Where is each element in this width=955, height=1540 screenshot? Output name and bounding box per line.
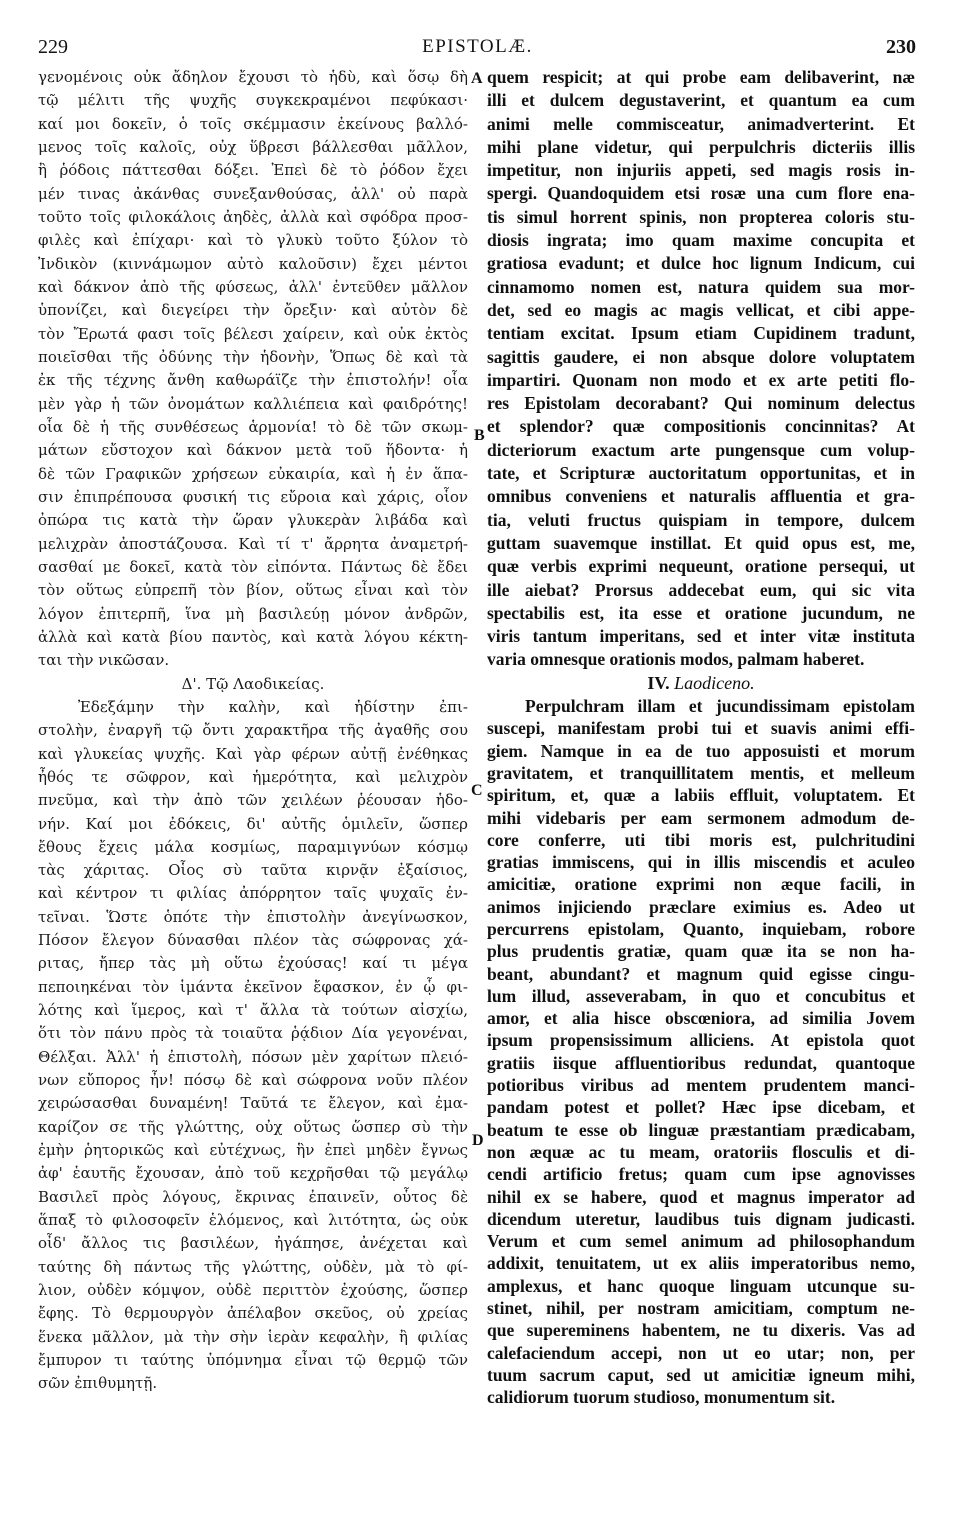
greek-text-column <box>38 66 468 1396</box>
greek-text-line <box>38 183 468 206</box>
greek-line-text: καρίζον σε τῆς γλώττης, οὐχ οὕτως ὥσπερ σὺ τὴν <box>38 1117 468 1136</box>
greek-line-text: ἅπαξ τὸ φιλοσοφεῖν ἑλόμενος, καὶ λιτότητα, ὡς οὐκ <box>38 1211 468 1230</box>
greek-line-text: μέν τινας ἀκάνθας συνεξανθούσας, ἀλλ' οὐ παρὰ <box>38 184 468 203</box>
greek-text-line <box>38 603 468 626</box>
latin-line-text: potioribus viribus ad mentem prudentem manci- <box>487 1075 915 1096</box>
greek-text-line <box>38 766 468 789</box>
latin-text-line <box>487 1342 915 1364</box>
greek-text-line <box>38 999 468 1022</box>
greek-line-text: νήν. Καί μοι ἐδόκεις, δι' αὐτῆς ὁμιλεῖν, ὥσπερ <box>38 814 468 833</box>
greek-line-text: στολὴν, ἐναργῆ τῷ ὄντι χαρακτῆρα τῆς ἀγαθῆς σου <box>38 721 468 740</box>
latin-line-text: beatum te esse ob linguæ præstantiam prædicabam, <box>487 1119 915 1140</box>
margin-letter-a: A <box>471 70 483 87</box>
latin-text-line <box>487 648 915 671</box>
greek-line-text: τῷ μέλιτι τῆς ψυχῆς συγκεκραμένοι πεφύκασι· <box>38 91 468 110</box>
latin-line-text: omnibus conveniens et naturalis affluentia et gra- <box>487 486 915 507</box>
greek-line-text: πεποιηκέναι τὸν ἱμάντα ἐκεῖνον ἔφασκον, ἐν ᾧ φι- <box>38 977 468 996</box>
latin-line-text: mihi plane videtur, qui perpulchris dicteriis illis <box>487 136 915 157</box>
latin-letter-heading <box>487 672 915 695</box>
greek-text-line <box>38 1046 468 1069</box>
latin-line-text: gratias immiscens, qui in illis miscendis et aculeo <box>487 852 915 873</box>
latin-text-line <box>487 851 915 873</box>
greek-text-line <box>38 1302 468 1325</box>
greek-line-text: λότης καὶ ἵμερος, καὶ τ' ἄλλα τὰ τούτων αἰσχίω, <box>38 1001 468 1020</box>
greek-line-text: σιν ἐπιπρέπουσα φυσική τις εὔροια καὶ χάρις, οἷον <box>38 487 468 506</box>
greek-line-text: τὸν οὕτως εὐπρεπῆ τὸν βίον, οὕτως εἶναι καὶ τὸν <box>38 581 468 600</box>
latin-line-text: tia, veluti fructus quispiam in tempore, dulcem <box>487 509 915 530</box>
latin-line-text: calefaciendum accepi, non ut eo utar; non, per <box>487 1342 915 1363</box>
latin-text-line <box>487 784 915 806</box>
latin-line-text: spiritum, et, quæ a labiis effluit, voluptatem. Et <box>487 785 915 806</box>
latin-text-line <box>487 182 915 205</box>
latin-text-line <box>487 1141 915 1163</box>
latin-text-line <box>487 985 915 1007</box>
latin-text-line <box>487 555 915 578</box>
latin-line-text: diosis ingrata; imo quam maxime concupita et <box>487 230 915 251</box>
greek-text-line <box>38 556 468 579</box>
greek-text-line <box>38 579 468 602</box>
latin-line-text: tentiam excitat. Ipsum etiam Cupidinem tradunt, <box>487 323 915 344</box>
greek-line-text: ὅτι τὸν πάνυ πρὸς τὰ τοιαῦτα ῥᾴδιον Δία γεγονέναι, <box>38 1024 468 1043</box>
greek-text-line <box>38 463 468 486</box>
latin-text-line <box>487 276 915 299</box>
greek-line-text: δὲ τῶν Γραφικῶν χρήσεων εὐκαιρία, καὶ ἡ ἐν ἅπα- <box>38 464 468 483</box>
latin-line-text: cinnamomo nomen est, natura quidem sua mor- <box>487 276 915 297</box>
greek-line-text: Θέλξαι. Ἀλλ' ἡ ἐπιστολὴ, πόσων μὲν χαρίτων πλειό- <box>38 1047 468 1066</box>
latin-text-line <box>487 1163 915 1185</box>
greek-line-text: Πόσον ἔλεγον δύνασθαι πλέον τὰς σώφρονας χά- <box>38 931 468 950</box>
latin-line-text: ille aiebat? Prorsus addecebat eum, qui sic vita <box>487 579 915 600</box>
greek-text-line <box>38 276 468 299</box>
greek-text-line <box>38 416 468 439</box>
latin-text-line <box>487 1386 915 1408</box>
latin-text-line <box>487 1119 915 1141</box>
latin-line-text: tuum sacrum caput, sed ut amicitiæ igneum mihi, <box>487 1364 915 1385</box>
latin-line-text: spectabilis est, ita esse et oratione jucundum, ne <box>487 602 915 623</box>
latin-text-line <box>487 299 915 322</box>
latin-line-text: core conferre, uti tibi moris est, pulchritudini <box>487 829 915 850</box>
greek-line-text: ἀλλὰ καὶ κατὰ βίου παντὸς, καὶ κατὰ λόγου κέκτη- <box>38 627 468 646</box>
greek-text-line <box>38 136 468 159</box>
latin-letter-recipient: Laodiceno. <box>674 672 755 693</box>
latin-text-line <box>487 579 915 602</box>
greek-text-line <box>38 1209 468 1232</box>
greek-text-line <box>38 369 468 392</box>
latin-text-line <box>487 206 915 229</box>
greek-line-text: ἐκ τῆς τέχνης ἄνθη καθωράϊζε τὴν ἐπιστολήν! οἷα <box>38 371 468 390</box>
greek-line-text: ἀφ' ἑαυτῆς ἔχουσαν, ἀπὸ τοῦ κεχρῆσθαι τῷ μεγάλῳ <box>38 1164 468 1183</box>
greek-line-text: οἶδ' ἄλλος τις βασιλέων, ἠγάπησε, ἀνέχεται καὶ <box>38 1234 468 1253</box>
greek-line-text: ἔθους ἔχεις μάλα κοσμίως, παραμιγνύων κόσμῳ <box>38 837 468 856</box>
greek-line-text: γενομένοις οὐκ ἄδηλον ἔχουσι τὸ ἡδὺ, καὶ ὅσῳ δὴ <box>38 68 468 86</box>
latin-text-line <box>487 1319 915 1341</box>
latin-line-text: non æquæ ac tu meam, oratoriis flosculis et di- <box>487 1141 915 1162</box>
greek-text-line <box>38 719 468 742</box>
greek-line-text: τοῦτο τοῖς φιλοκάλοις ἀηδὲς, ἀλλὰ καὶ σφόδρα προσ- <box>38 207 468 226</box>
margin-letter-b: B <box>474 427 485 444</box>
latin-line-text: illi et dulcem degustaverint, et quantum ea cum <box>487 90 915 111</box>
latin-text-line <box>487 963 915 985</box>
latin-line-text: giem. Namque in ea de tuo apposuisti et morum <box>487 740 915 761</box>
latin-line-text: quem respicit; at qui probe eam delibaverint, næ <box>487 67 915 87</box>
latin-paragraph <box>487 695 915 1409</box>
greek-text-line <box>38 1139 468 1162</box>
latin-line-text: addixit, tenuitatem, ut ex aliis imperatoribus nemo, <box>487 1253 915 1274</box>
latin-line-text: animi melle commisceatur, animadverterint. Et <box>487 113 915 134</box>
greek-line-text: καὶ κέντρον τι φιλίας ἀπόρρητον ταῖς ψυχαῖς ἐν- <box>38 884 468 903</box>
greek-text-line <box>38 836 468 859</box>
latin-text-line <box>487 1252 915 1274</box>
latin-line-text: ipsum propensissimum alliciens. At epistola quot <box>487 1030 915 1051</box>
latin-text-line <box>487 625 915 648</box>
greek-text-line <box>38 89 468 112</box>
latin-line-text: percurrens epistolam, Quanto, inquiebam, robore <box>487 918 915 939</box>
latin-text-line <box>487 1052 915 1074</box>
greek-line-text: ἔμπυρον τι ταύτης ὑπόμνημα εἶναι τῷ θερμῷ τῶν <box>38 1351 468 1370</box>
latin-text-line <box>487 717 915 739</box>
greek-line-text: ὑπονίζει, καὶ διεγείρει τὴν ὄρεξιν· καὶ αὐτὸν δὲ <box>38 301 468 320</box>
latin-text-line <box>487 896 915 918</box>
greek-line-text: ἕνεκα μᾶλλον, μὰ τὴν σὴν ἱερὰν κεφαλὴν, ἢ φιλίας <box>38 1327 468 1346</box>
greek-text-line <box>38 1279 468 1302</box>
greek-line-text: σῶν ἐπιθυμητῇ. <box>38 1374 158 1393</box>
latin-line-text: impetitur, non injuriis appeti, sed magis rosis in- <box>487 160 915 181</box>
latin-line-text: det, sed eo magis ac magis vellicat, et cibi appe- <box>487 299 915 320</box>
latin-line-text: impartiri. Quonam non modo et ex arte petiti flo- <box>487 369 915 390</box>
greek-text-line <box>38 1256 468 1279</box>
greek-line-text: ποιεῖσθαι τῆς ὀδύνης τὴν ἡδονὴν, Ὅπως δὲ καὶ τὰ <box>38 347 468 366</box>
latin-line-text: res Epistolam decorabant? Qui nominum delectus <box>487 393 915 414</box>
latin-line-text: stinet, nihil, per nostram amicitiam, comptum ne- <box>487 1298 915 1319</box>
latin-text-line <box>487 89 915 112</box>
latin-line-text: gravitatem, et tranquillitatem mentis, et melleum <box>487 762 915 783</box>
greek-text-line <box>38 299 468 322</box>
greek-text-line <box>38 1326 468 1349</box>
latin-text-line <box>487 1275 915 1297</box>
greek-line-text: νων εὔπορος ἦν! πόσῳ δὲ καὶ σώφρονα νοῦν πλέον <box>38 1071 468 1090</box>
greek-text-line <box>38 813 468 836</box>
greek-text-line <box>38 1069 468 1092</box>
greek-text-line <box>38 649 468 672</box>
greek-paragraph <box>38 696 468 1396</box>
greek-line-text: οἷα δὲ ἡ τῆς συνθέσεως ἁρμονία! τὸ δὲ τῶν σκωμ- <box>38 417 468 436</box>
latin-line-text: suscepi, manifestam probi tui et suavis animi effi- <box>487 718 915 739</box>
greek-line-text: πνεῦμα, καὶ τὴν ἀπὸ τῶν χειλέων ῥέουσαν ἡδο- <box>38 791 468 810</box>
latin-text-line <box>487 485 915 508</box>
latin-line-text: gratiis iisque affluentioribus redundat, quantoque <box>487 1052 915 1073</box>
latin-text-line <box>487 1096 915 1118</box>
greek-text-line <box>38 976 468 999</box>
greek-text-line <box>38 206 468 229</box>
latin-line-text: que supereminens habentem, ne tu dixeris. Vas ad <box>487 1320 915 1341</box>
greek-letter-heading <box>38 673 468 696</box>
greek-line-text: Ἰνδικὸν (κιννάμωμον αὐτὸ καλοῦσιν) ἔχει μέντοι <box>38 254 468 273</box>
latin-line-text: pandam potest et pollet? Hæc ipse dicebam, et <box>487 1097 915 1118</box>
latin-text-line <box>487 369 915 392</box>
latin-text-line <box>487 873 915 895</box>
latin-line-text: Perpulchram illam et jucundissimam epistolam <box>525 696 915 717</box>
latin-text-line <box>487 940 915 962</box>
greek-text-line <box>38 229 468 252</box>
latin-line-text: sagittis gaudere, ei non absque dolore voluptatem <box>487 346 915 367</box>
greek-text-line <box>38 1022 468 1045</box>
greek-line-text: ριτας, ἤπερ τὰς μὴ οὕτω ἐχούσας! καί τι μέγα <box>38 954 468 973</box>
latin-line-text: spergi. Quandoquidem etsi rosæ una cum flore ena- <box>487 183 915 204</box>
latin-line-text: viris tantum imperitans, sed et inter vitæ instituta <box>487 626 915 647</box>
margin-letter-d: D <box>472 1132 484 1149</box>
latin-text-line <box>487 1186 915 1208</box>
greek-text-line <box>38 1232 468 1255</box>
latin-text-line <box>487 1074 915 1096</box>
greek-line-text: ἢ ῥόδοις πάττεσθαι δόξει. Ἐπεὶ δὲ τὸ ῥόδον ἔχει <box>38 161 468 180</box>
greek-text-line <box>38 882 468 905</box>
greek-text-line <box>38 323 468 346</box>
latin-line-text: guttam suavemque instillat. Et quid opus est, me, <box>487 532 915 553</box>
latin-line-text: cendi artificio fretus; quam cum ipse agnovisses <box>487 1164 915 1185</box>
greek-text-line <box>38 253 468 276</box>
latin-text-line <box>487 1364 915 1386</box>
latin-text-line <box>487 159 915 182</box>
greek-line-text: ἐμὴν ῥητορικῶς καὶ εὐτέχνως, ἣν ἐπεὶ μηδὲν ἔγνως <box>38 1141 468 1160</box>
greek-line-text: τὸν Ἔρωτά φασι τοῖς βέλεσι χαίρειν, καὶ οὐκ ἐκτὸς <box>38 324 468 343</box>
greek-text-line <box>38 743 468 766</box>
greek-line-text: καί μοι δοκεῖν, ὁ τοῖς σκέμμασιν ἐκείνους βαλλό- <box>38 114 468 133</box>
greek-line-text: ὀπώρα τις κατὰ τὴν ὥραν γλυκερὰν λιβάδα καὶ <box>38 511 468 530</box>
latin-line-text: tis simul horrent spinis, non propterea coloris stu- <box>487 206 915 227</box>
greek-text-line <box>38 159 468 182</box>
latin-text-line <box>487 346 915 369</box>
greek-line-text: φιλὲς καὶ ἐπίχαρι· καὶ τὸ γλυκὺ τοῦτο ξύλον τὸ <box>38 231 468 250</box>
greek-line-text: μὲν γὰρ ἡ τῶν ὀνομάτων καλλιέπεια καὶ φαιδρότης! <box>38 394 468 413</box>
latin-line-text: mihi videbaris per eam sermonem admodum de- <box>487 807 915 828</box>
latin-text-line <box>487 322 915 345</box>
greek-line-text: σασθαί με δοκεῖ, κατὰ τὸν εἰπόντα. Πάντως δὲ ἔδει <box>38 557 468 576</box>
latin-text-line <box>487 532 915 555</box>
latin-line-text: nihil ex se habere, quod et magnus imperator ad <box>487 1186 915 1207</box>
page-number-left: 229 <box>38 36 68 58</box>
greek-text-line <box>38 346 468 369</box>
latin-text-line <box>487 462 915 485</box>
greek-text-line <box>38 1372 468 1395</box>
greek-line-text: μελιχρὰν ἀποστάζουσα. Καὶ τί τ' ἄρρητα ἀναμετρή- <box>38 534 468 553</box>
greek-line-text: χειρώσασθαι δυναμένη! Ταῦτά τε ἔλεγον, καὶ ἐμα- <box>38 1094 468 1113</box>
latin-text-line <box>487 1208 915 1230</box>
latin-line-text: dicteriorum exactum arte pungensque cum volup- <box>487 439 915 460</box>
greek-text-line <box>38 113 468 136</box>
greek-line-text: Ἐδεξάμην τὴν καλὴν, καὶ ἡδίστην ἐπι- <box>78 697 468 716</box>
greek-line-text: ἦθός τε σῶφρον, καὶ ἡμερότητα, καὶ μελιχρὸν <box>38 767 468 786</box>
greek-text-line <box>38 952 468 975</box>
latin-line-text: gratiosa evadunt; et dulce hoc lignum Indicum, cui <box>487 253 915 274</box>
greek-line-text: καὶ δάκνον ἀπὸ τῆς φύσεως, ἀλλ' ἐντεῦθεν μᾶλλον <box>38 277 468 296</box>
greek-text-line <box>38 1162 468 1185</box>
latin-text-line <box>487 415 915 438</box>
latin-text-line <box>487 439 915 462</box>
greek-text-line <box>38 906 468 929</box>
latin-line-text: amor, et alia hisce obscœniora, ad similia Jovem <box>487 1008 915 1029</box>
latin-line-text: tate, et Scripturæ auctoritatum opportunitas, et in <box>487 463 915 484</box>
latin-line-text: et splendor? quæ compositionis concinnitas? At <box>487 416 915 437</box>
greek-text-line <box>38 509 468 532</box>
latin-line-text: dicendum uteretur, laudibus tuis dignam judicasti. <box>487 1208 915 1229</box>
greek-line-text: λιον, οὐδὲν κόμψον, οὐδὲ περιττὸν ἐχούσης, ὥσπερ <box>38 1281 468 1300</box>
latin-text-column <box>487 66 915 1409</box>
greek-text-line <box>38 696 468 719</box>
greek-text-line <box>38 626 468 649</box>
greek-text-line <box>38 66 468 89</box>
greek-letter-number: Δ'. <box>181 674 202 693</box>
latin-text-line <box>487 66 915 89</box>
latin-text-line <box>487 252 915 275</box>
greek-line-text: τεῖναι. Ὥστε ὁπότε τὴν ἐπιστολὴν ἀνεγίνωσκον, <box>38 907 468 926</box>
greek-line-text: Βασιλεῖ πρὸς λόγους, ἔκρινας ἐπαινεῖν, οὗτος δὲ <box>38 1187 468 1206</box>
greek-line-text: τὰς χάριτας. Οἷος σὺ ταῦτα κιρνᾷν ἐξαίσιος, <box>38 861 468 880</box>
latin-line-text: Verum et cum semel animum ad philosophandum <box>487 1231 915 1252</box>
greek-line-text: καὶ γλυκείας ψυχῆς. Καὶ γὰρ φέρων αὐτῇ ἐνέθηκας <box>38 744 468 763</box>
greek-text-line <box>38 929 468 952</box>
latin-text-line <box>487 762 915 784</box>
latin-text-line <box>487 918 915 940</box>
greek-line-text: μάτων εὔστοχον καὶ δάκνον μετὰ τοῦ ἥδοντα· ἡ <box>38 441 468 460</box>
latin-text-line <box>487 1297 915 1319</box>
greek-line-text: λόγον ἐπιτερπῆ, ἵνα μὴ βασιλεύῃ μόνον ἀνδρῶν, <box>38 604 468 623</box>
greek-text-line <box>38 486 468 509</box>
greek-text-line <box>38 533 468 556</box>
latin-text-line <box>487 392 915 415</box>
latin-text-line <box>487 136 915 159</box>
greek-line-text: ται τὴν νικῶσαν. <box>38 651 170 670</box>
running-title: EPISTOLÆ. <box>422 36 533 57</box>
latin-text-line <box>487 807 915 829</box>
greek-paragraph <box>38 66 468 673</box>
margin-letter-c: C <box>471 782 483 799</box>
latin-text-line <box>487 1007 915 1029</box>
latin-line-text: varia omnesque orationis modos, palmam haberet. <box>487 649 865 670</box>
latin-line-text: amplexus, et hanc quoque linguam utcunque su- <box>487 1275 915 1296</box>
latin-text-line <box>487 602 915 625</box>
greek-line-text: ταύτης δὴ πάντως τῆς γλώττης, οὐδὲν, μὰ τὸ φί- <box>38 1257 468 1276</box>
greek-text-line <box>38 1349 468 1372</box>
greek-line-text: ἔφης. Τὸ θερμουργὸν ἀπέλαβον σκεῦος, οὐ χρείας <box>38 1304 468 1323</box>
latin-line-text: animos injiciendo præclare eximius es. Adeo ut <box>487 896 915 917</box>
greek-text-line <box>38 1092 468 1115</box>
latin-text-line <box>487 829 915 851</box>
latin-text-line <box>487 740 915 762</box>
latin-text-line <box>487 1029 915 1051</box>
latin-text-line <box>487 695 915 717</box>
page-number-right: 230 <box>886 36 916 58</box>
latin-paragraph <box>487 66 915 672</box>
greek-text-line <box>38 1116 468 1139</box>
greek-text-line <box>38 1186 468 1209</box>
greek-text-line <box>38 859 468 882</box>
latin-line-text: calidiorum tuorum studioso, monumentum sit. <box>487 1387 836 1408</box>
latin-line-text: quæ verbis exprimi nequeunt, oratione persequi, ut <box>487 556 915 577</box>
latin-text-line <box>487 113 915 136</box>
greek-text-line <box>38 393 468 416</box>
latin-line-text: amicitiæ, oratione exprimi non æque facili, in <box>487 874 915 895</box>
latin-line-text: plus prudentis gratiæ, quam quæ ita se non ha- <box>487 941 915 962</box>
greek-letter-recipient: Τῷ Λαοδικείας. <box>206 674 325 693</box>
greek-line-text: μενος τοῖς καλοῖς, οὐχ ὕβρεσι βάλλεσθαι μᾶλλον, <box>38 137 468 156</box>
latin-text-line <box>487 229 915 252</box>
greek-text-line <box>38 789 468 812</box>
latin-line-text: beant, abundant? et magnum quid egisse cingu- <box>487 963 915 984</box>
latin-text-line <box>487 1230 915 1252</box>
greek-text-line <box>38 439 468 462</box>
latin-text-line <box>487 509 915 532</box>
latin-letter-number: IV. <box>647 672 670 693</box>
latin-line-text: lum illud, asseverabam, in quo et concubitus et <box>487 985 915 1006</box>
